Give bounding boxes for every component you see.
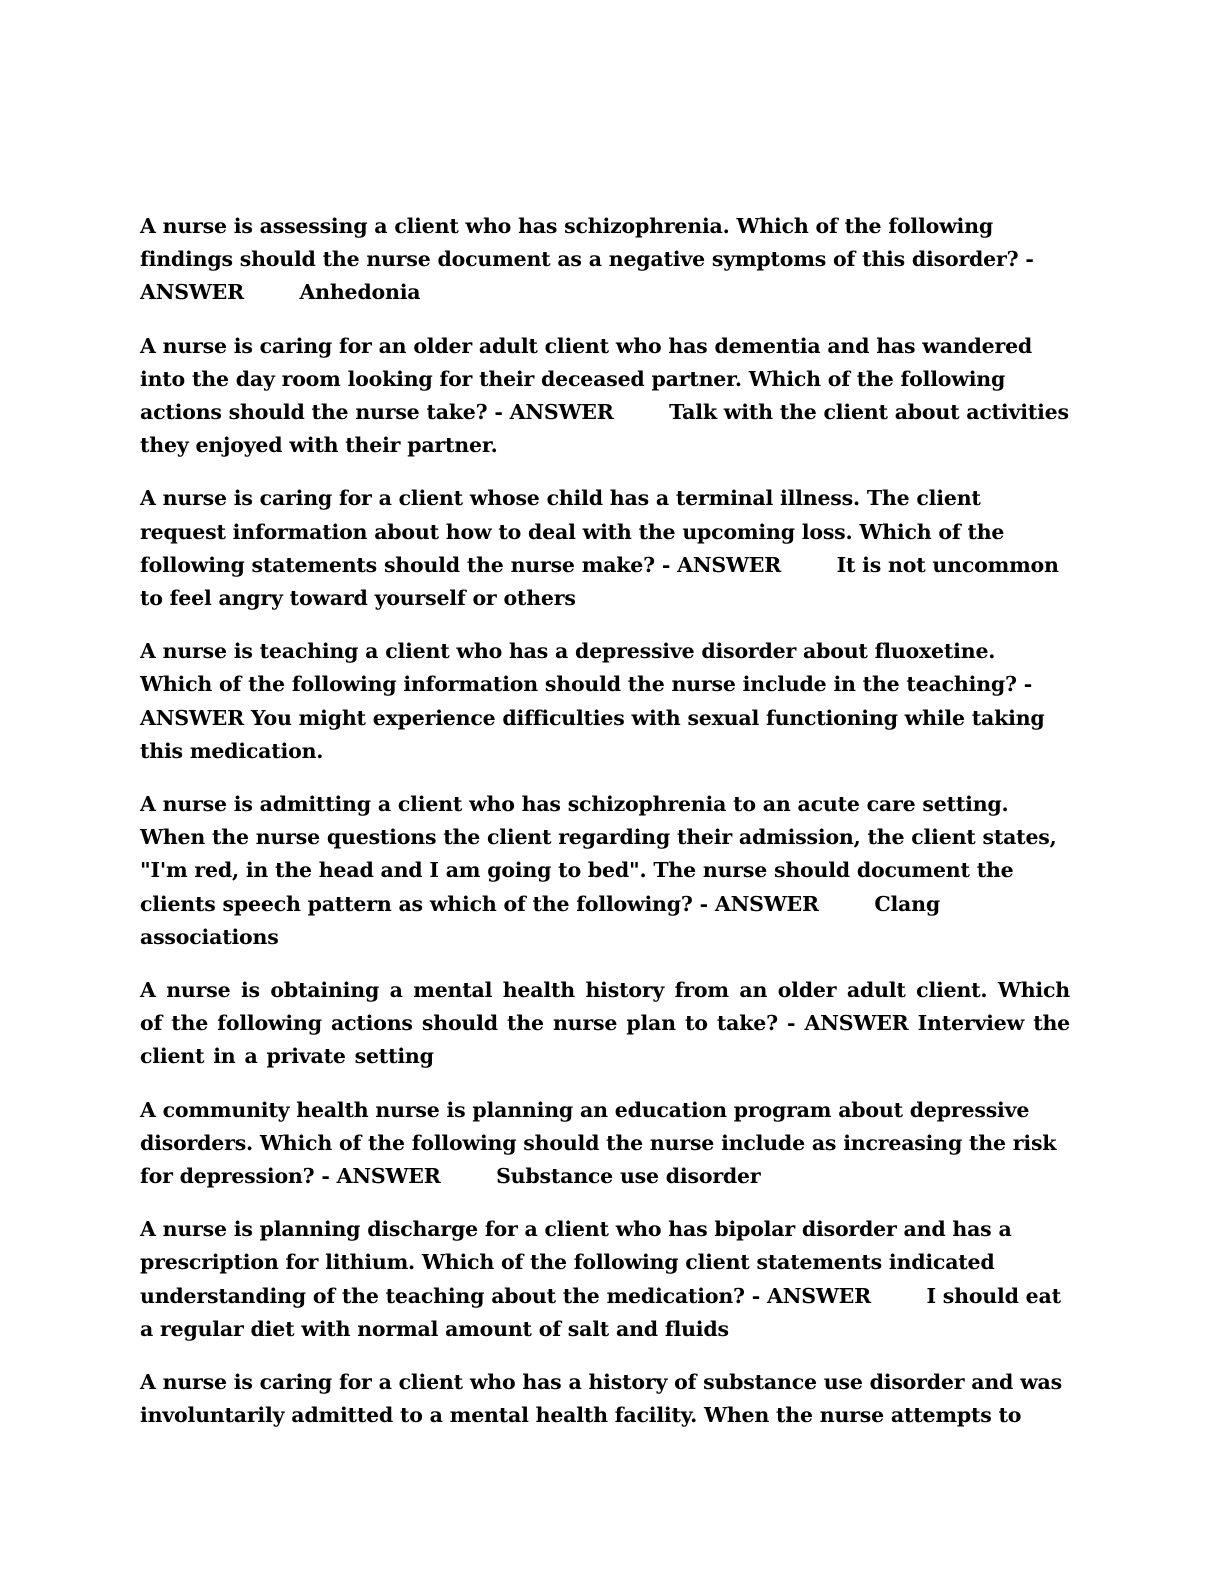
question-text: A community health nurse is planning an education program about depressive disorders. Which of the following should the nurse include as increasing the risk for depression? - ANSWER	[140, 1097, 1057, 1189]
question-text: A nurse is teaching a client who has a depressive disorder about fluoxetine. Which of the following information should the nurse include in the teaching? - ANSWER	[140, 639, 1033, 730]
question-text: A nurse is planning discharge for a client who has bipolar disorder and has a prescription for lithium. Which of the following client statements indicated understanding of the teaching about the medication? - ANSWER	[140, 1217, 1012, 1308]
question-text: A nurse is caring for a client whose child has a terminal illness. The client request information about how to deal with the upcoming loss. Which of the following statements should the nurse make? - ANSWER	[140, 486, 1005, 577]
answer-text: You might experience difficulties with sexual functioning while taking this medication.	[140, 705, 1045, 763]
answer-text: I should eat a regular diet with normal amount of salt and fluids	[140, 1283, 1061, 1341]
qa-list	[140, 210, 1070, 1453]
qa-item	[140, 1366, 1070, 1432]
answer-text: Substance use disorder	[496, 1164, 761, 1189]
answer-text: Clang associations	[140, 891, 940, 949]
answer-text: Anhedonia	[299, 280, 421, 305]
qa-item	[140, 330, 1070, 463]
qa-item	[140, 974, 1070, 1074]
question-text: A nurse is admitting a client who has schizophrenia to an acute care setting. When the nurse questions the client regarding their admission, the client states, "I'm red, in the head and I am going to bed". The nurse should document the clients speech pattern as which of the following? - ANSWER	[140, 792, 1057, 916]
qa-item	[140, 210, 1070, 310]
answer-text: Interview the client in a private setting	[140, 1011, 1071, 1069]
question-text: A nurse is caring for an older adult client who has dementia and has wandered into the day room looking for their deceased partner. Which of the following actions should the nurse take? - ANSWER	[140, 333, 1033, 425]
qa-item	[140, 788, 1070, 954]
question-text: A nurse is assessing a client who has schizophrenia. Which of the following findings should the nurse document as a negative symptoms of this disorder? - ANSWER	[140, 214, 1034, 305]
qa-item	[140, 635, 1070, 768]
answer-text: It is not uncommon to feel angry toward yourself or others	[140, 552, 1059, 611]
question-text: A nurse is obtaining a mental health history from an older adult client. Which of the following actions should the nurse plan to take? - ANSWER	[140, 978, 1070, 1036]
question-text: A nurse is caring for a client who has a history of substance use disorder and was involuntarily admitted to a mental health facility. When the nurse attempts to	[140, 1370, 1062, 1428]
qa-item	[140, 482, 1070, 615]
answer-text: Talk with the client about activities they enjoyed with their partner.	[140, 400, 1069, 458]
qa-item	[140, 1094, 1070, 1194]
qa-item	[140, 1213, 1070, 1346]
